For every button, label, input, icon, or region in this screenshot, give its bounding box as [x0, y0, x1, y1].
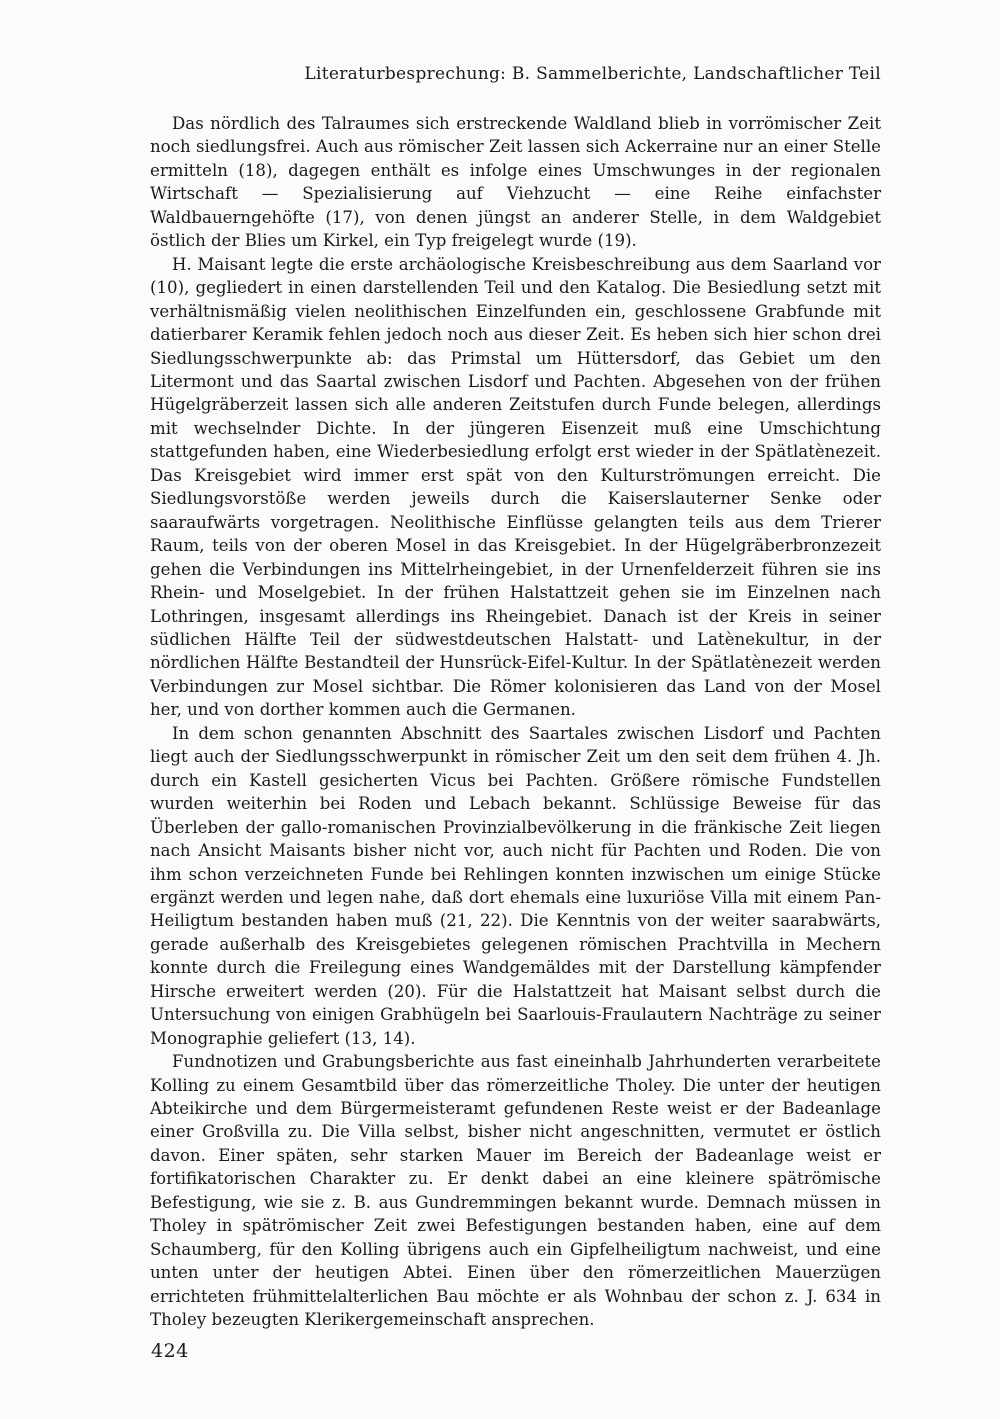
paragraph-4: Fundnotizen und Grabungsberichte aus fast eineinhalb Jahrhunderten verarbeitete Kolling zu einem Gesamtbild über das römerzeitliche Tholey. Die unter der heutigen Abteikirche und dem Bürgermeisteramt gefundenen Reste weist er der Badeanlage einer Großvilla zu. Die Villa selbst, bisher nicht angeschnitten, vermutet er östlich davon. Einer späten, sehr starken Mauer im Bereich der Badeanlage weist er fortifikatorischen Charakter zu. Er denkt dabei an eine kleinere spätrömische Befestigung, wie sie z. B. aus Gundremmingen bekannt wurde. Demnach müssen in Tholey in spätrömischer Zeit zwei Befestigungen bestanden haben, eine auf dem Schaumberg, für den Kolling übrigens auch ein Gipfelheiligtum nachweist, und eine unten unter der heutigen Abtei. Einen über den römerzeitlichen Mauerzügen errichteten frühmittelalterlichen Bau möchte er als Wohnbau der schon z. J. 634 in Tholey bezeugten Klerikergemeinschaft ansprechen.	[150, 1052, 881, 1330]
paragraph-1: Das nördlich des Talraumes sich erstreckende Waldland blieb in vorrömischer Zeit noch siedlungsfrei. Auch aus römischer Zeit lassen sich Ackerraine nur an einer Stelle ermitteln (18), dagegen enthält es infolge eines Umschwunges in der regionalen Wirtschaft — Spezialisierung auf Viehzucht — eine Reihe einfachster Waldbauerngehöfte (17), von denen jüngst an anderer Stelle, in dem Waldgebiet östlich der Blies um Kirkel, ein Typ freigelegt wurde (19).	[150, 114, 881, 251]
page-number: 424	[151, 1340, 189, 1362]
document-page	[150, 0, 881, 1419]
paragraph-3: In dem schon genannten Abschnitt des Saartales zwischen Lisdorf und Pachten liegt auch der Siedlungsschwerpunkt in römischer Zeit um den seit dem frühen 4. Jh. durch ein Kastell gesicherten Vicus bei Pachten. Größere römische Fundstellen wurden weiterhin bei Roden und Lebach bekannt. Schlüssige Beweise für das Überleben der gallo-romanischen Provinzialbevölkerung in die fränkische Zeit liegen nach Ansicht Maisants bisher nicht vor, auch nicht für Pachten und Roden. Die von ihm schon verzeichneten Funde bei Rehlingen konnten inzwischen um einige Stücke ergänzt werden und legen nahe, daß dort ehemals eine luxuriöse Villa mit einem Pan-Heiligtum bestanden haben muß (21, 22). Die Kenntnis von der weiter saarabwärts, gerade außerhalb des Kreisgebietes gelegenen römischen Prachtvilla in Mechern konnte durch die Freilegung eines Wandgemäldes mit der Darstellung kämpfender Hirsche erweitert werden (20). Für die Halstattzeit hat Maisant selbst durch die Untersuchung von einigen Grabhügeln bei Saarlouis-Fraulautern Nachträge zu seiner Monographie geliefert (13, 14).	[150, 723, 881, 1048]
paragraph-2: H. Maisant legte die erste archäologische Kreisbeschreibung aus dem Saarland vor (10), gegliedert in einen darstellenden Teil und den Katalog. Die Besiedlung setzt mit verhältnismäßig vielen neolithischen Einzelfunden ein, geschlossene Grabfunde mit datierbarer Keramik fehlen jedoch noch aus dieser Zeit. Es heben sich hier schon drei Siedlungsschwerpunkte ab: das Primstal um Hüttersdorf, das Gebiet um den Litermont und das Saartal zwischen Lisdorf und Pachten. Abgesehen von der frühen Hügelgräberzeit lassen sich alle anderen Zeitstufen durch Funde belegen, allerdings mit wechselnder Dichte. In der jüngeren Eisenzeit muß eine Umschichtung stattgefunden haben, eine Wiederbesiedlung erfolgt erst wieder in der Spätlatènezeit. Das Kreisgebiet wird immer erst spät von den Kulturströmungen erreicht. Die Siedlungsvorstöße werden jeweils durch die Kaiserslauterner Senke oder saaraufwärts vorgetragen. Neolithische Einflüsse gelangten teils aus dem Trierer Raum, teils von der oberen Mosel in das Kreisgebiet. In der Hügelgräberbronzezeit gehen die Verbindungen ins Mittelrheingebiet, in der Urnenfelderzeit führen sie ins Rhein- und Moselgebiet. In der frühen Halstattzeit gehen sie im Einzelnen nach Lothringen, insgesamt allerdings ins Rheingebiet. Danach ist der Kreis in seiner südlichen Hälfte Teil der südwestdeutschen Halstatt- und Latènekultur, in der nördlichen Hälfte Bestandteil der Hunsrück-Eifel-Kultur. In der Spätlatènezeit werden Verbindungen zur Mosel sichtbar. Die Römer kolonisieren das Land von der Mosel her, und von dorther kommen auch die Germanen.	[150, 254, 881, 720]
body-text	[150, 112, 881, 1332]
running-header: Literaturbesprechung: B. Sammelberichte, Landschaftlicher Teil	[304, 64, 881, 84]
